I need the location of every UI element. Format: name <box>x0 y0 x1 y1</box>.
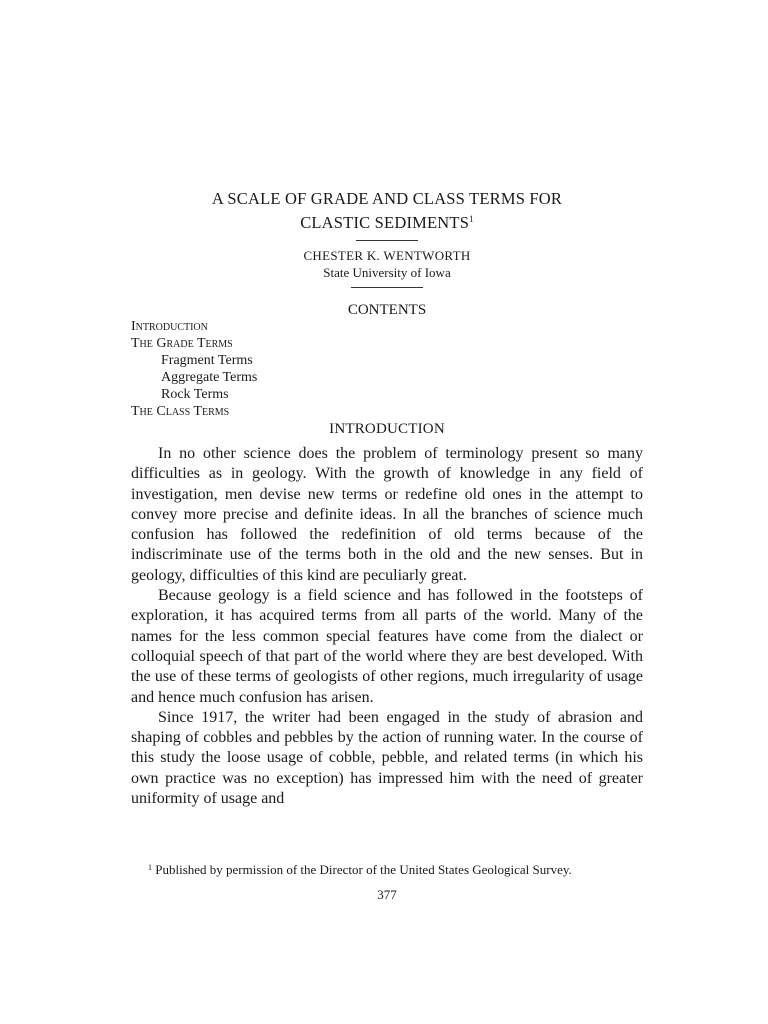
toc-item-rock-terms: Rock Terms <box>161 387 229 402</box>
article-title <box>130 188 644 233</box>
intro-paragraph-3: Since 1917, the writer had been engaged in the study of abrasion and shaping of cobbles and pebbles by the action of running water. In the course of this study the loose usage of cobble, pebble, and related terms (in which his own practice was no exception) has impressed him with the need of greater uniformity of usage and <box>131 708 643 808</box>
table-of-contents <box>131 318 257 420</box>
introduction-heading: INTRODUCTION <box>329 421 445 437</box>
title-footnote-marker: 1 <box>469 214 474 224</box>
contents-heading: CONTENTS <box>347 302 427 318</box>
toc-item-class-terms: The Class Terms <box>131 404 230 419</box>
toc-item-fragment-terms: Fragment Terms <box>161 353 253 368</box>
title-line-2 <box>130 209 644 233</box>
author-name: CHESTER K. WENTWORTH <box>303 248 471 263</box>
title-line-2-text: CLASTIC SEDIMENTS <box>300 213 470 232</box>
title-divider <box>356 240 418 241</box>
toc-item-grade-terms: The Grade Terms <box>131 336 233 351</box>
author-affiliation: State University of Iowa <box>323 265 451 280</box>
introduction-body <box>131 444 643 809</box>
title-line-1: A SCALE OF GRADE AND CLASS TERMS FOR <box>211 189 563 208</box>
affiliation-divider <box>351 287 423 288</box>
toc-item-introduction: Introduction <box>131 319 208 334</box>
page-number: 377 <box>377 887 397 902</box>
footnote <box>148 862 644 878</box>
intro-paragraph-1: In no other science does the problem of terminology present so many difficulties as in geology. With the growth of knowledge in any field of investigation, men devise new terms or redefine old ones in the attempt to convey more precise and definite ideas. In all the branches of science much confusion has followed the redefinition of old terms because of the indiscriminate use of the terms both in the old and the new senses. But in geology, difficulties of this kind are peculiarly great. <box>131 445 643 584</box>
footnote-text: Published by permission of the Director of the United States Geological Survey. <box>155 862 572 877</box>
footnote-marker: 1 <box>148 863 152 872</box>
intro-paragraph-2: Because geology is a field science and has followed in the footsteps of exploration, it has acquired terms from all parts of the world. Many of the names for the less common special features have come from the dialect or colloquial speech of that part of the world where they are best developed. With the use of these terms of geologists of other regions, much irregularity of usage and hence much confusion has arisen. <box>131 587 643 706</box>
toc-item-aggregate-terms: Aggregate Terms <box>161 370 258 385</box>
